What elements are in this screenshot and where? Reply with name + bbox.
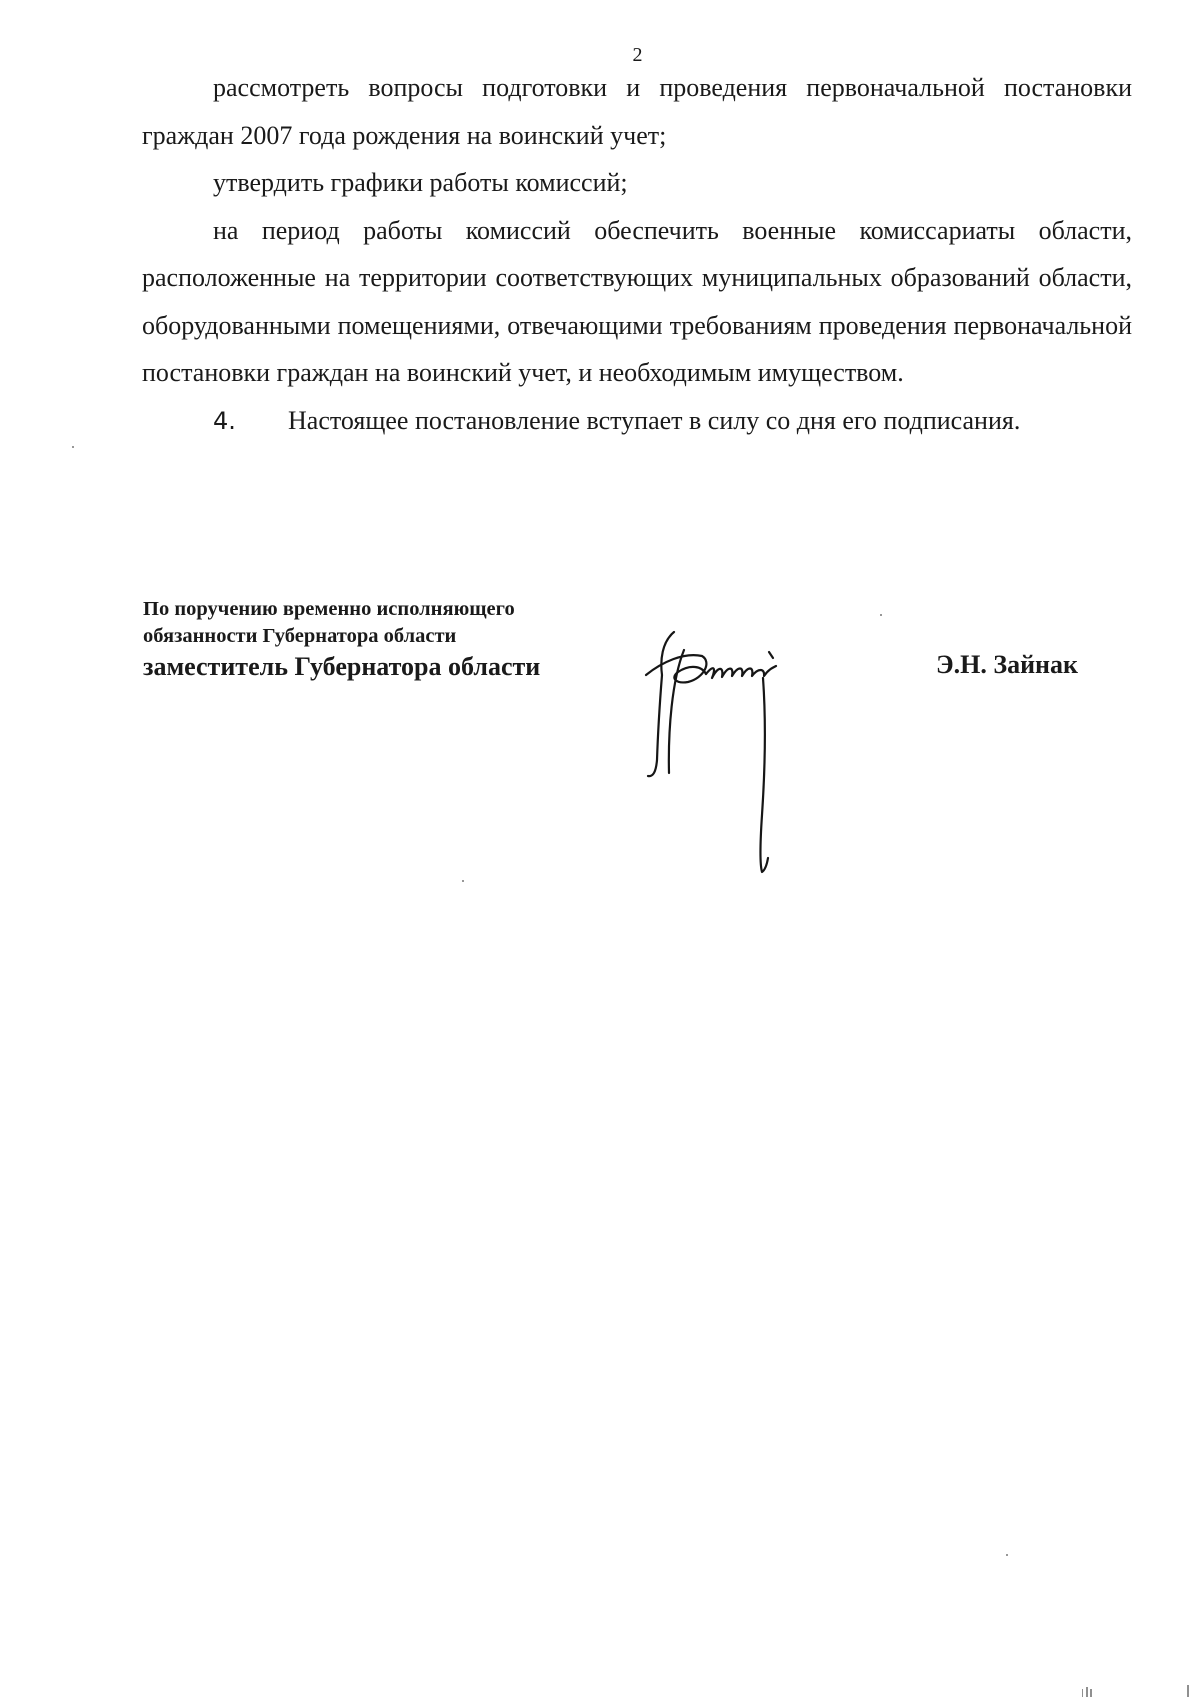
scan-speck [880,614,882,616]
scan-speck [72,446,74,448]
signer-name: Э.Н. Зайнак [936,650,1079,679]
signatory-position: заместитель Губернатора области [143,652,541,681]
item-text: Настоящее постановление вступает в силу со дня его подписания. [288,405,1021,435]
paragraph: на период работы комиссий обеспечить военные комиссариаты области, расположенные на территории соответствующих муниципальных образований области, оборудованными помещениями, отвечающими требованиям проведения первоначальной постановки граждан на воинский учет, и необходимым имуществом. [142,215,1132,387]
signatory-title-line: По поручению временно исполняющего [143,598,515,620]
page-number: 2 [632,44,643,66]
signatory-title-block [143,596,540,684]
scan-speck [462,880,464,882]
handwritten-signature [632,620,852,880]
scan-edge-marks [1082,1683,1192,1697]
numbered-paragraph [142,397,1132,446]
paragraph: рассмотреть вопросы подготовки и проведения первоначальной постановки граждан 2007 года рождения на воинский учет; [142,73,1132,150]
signatory-title-line: обязанности Губернатора области [143,625,457,647]
paragraph: утвердить графики работы комиссий; [213,168,628,197]
document-body [142,64,1132,445]
scan-speck [1006,1554,1008,1556]
item-number: 4. [213,406,236,435]
